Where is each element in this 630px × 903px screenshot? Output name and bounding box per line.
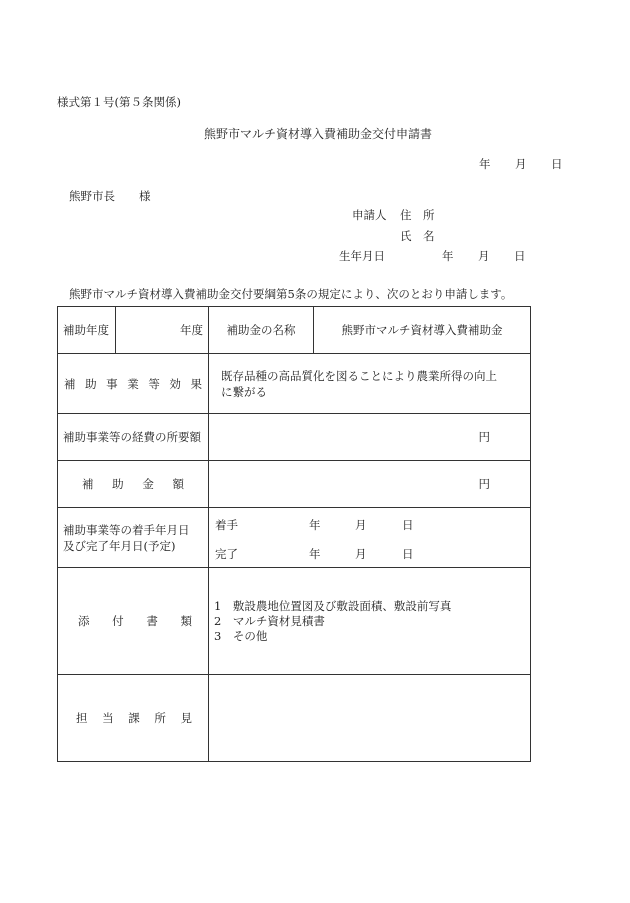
effect-value-line2: に繋がる <box>221 384 267 399</box>
effect-value-cell <box>209 354 531 414</box>
amount-label: 補 助 金 額 <box>82 477 184 491</box>
document-title: 熊野市マルチ資材導入費補助金交付申請書 <box>204 127 433 141</box>
subsidy-name-value-cell <box>314 307 531 354</box>
addressee-honorific: 様 <box>139 189 151 203</box>
subsidy-name-value: 熊野市マルチ資材導入費補助金 <box>341 323 503 337</box>
start-day: 日 <box>402 518 414 532</box>
start-year: 年 <box>309 518 321 532</box>
schedule-label-line1: 補助事業等の着手年月日 <box>63 522 190 537</box>
schedule-value-cell <box>209 508 531 568</box>
end-year: 年 <box>309 547 321 561</box>
effect-label-cell <box>58 354 209 414</box>
schedule-label-line2: 及び完了年月日(予定) <box>63 538 176 553</box>
applicant-dob-month: 月 <box>478 249 490 263</box>
fiscal-year-label: 補助年度 <box>63 323 109 337</box>
cost-unit: 円 <box>478 430 490 444</box>
applicant-dob-year: 年 <box>442 249 454 263</box>
effect-label: 補 助 事 業 等 効 果 <box>64 376 202 391</box>
opinion-label: 担 当 課 所 見 <box>76 711 192 725</box>
amount-unit: 円 <box>478 477 490 491</box>
end-day: 日 <box>402 547 414 561</box>
attachments-label: 添 付 書 類 <box>78 614 192 628</box>
fiscal-year-label-cell <box>58 307 116 354</box>
amount-input-cell[interactable] <box>209 461 531 508</box>
attachment-item: 2 マルチ資材見積書 <box>214 613 325 628</box>
applicant-dob-day: 日 <box>514 249 526 263</box>
subsidy-name-label-cell <box>209 307 314 354</box>
start-month: 月 <box>355 518 367 532</box>
attachment-item: 3 その他 <box>214 628 268 643</box>
end-label: 完了 <box>215 547 238 561</box>
applicant-name-label: 氏 名 <box>400 229 435 243</box>
addressee: 熊野市長 <box>69 189 115 203</box>
start-label: 着手 <box>215 518 238 532</box>
fiscal-year-unit: 年度 <box>180 323 203 337</box>
date-month: 月 <box>515 157 527 171</box>
applicant-role-label: 申請人 <box>352 208 387 222</box>
date-year: 年 <box>479 157 491 171</box>
opinion-input-cell[interactable] <box>209 675 531 762</box>
fiscal-year-input-cell[interactable] <box>116 307 209 354</box>
end-month: 月 <box>355 547 367 561</box>
form-number: 様式第１号(第５条関係) <box>57 95 181 109</box>
applicant-address-label: 住 所 <box>400 208 435 222</box>
amount-label-cell <box>58 461 209 508</box>
cost-label: 補助事業等の経費の所要額 <box>63 430 201 444</box>
attachments-list-cell <box>209 568 531 675</box>
cost-label-cell <box>58 414 209 461</box>
subsidy-name-label: 補助金の名称 <box>226 323 296 337</box>
date-day: 日 <box>551 157 563 171</box>
schedule-label-cell <box>58 508 209 568</box>
cost-input-cell[interactable] <box>209 414 531 461</box>
effect-value-line1: 既存品種の高品質化を図ることにより農業所得の向上 <box>221 368 497 383</box>
intro-text: 熊野市マルチ資材導入費補助金交付要綱第5条の規定により、次のとおり申請します。 <box>69 287 513 301</box>
opinion-label-cell <box>58 675 209 762</box>
attachments-label-cell <box>58 568 209 675</box>
applicant-dob-label: 生年月日 <box>339 249 385 263</box>
application-table <box>57 306 531 762</box>
attachment-item: 1 敷設農地位置図及び敷設面積、敷設前写真 <box>214 598 452 613</box>
